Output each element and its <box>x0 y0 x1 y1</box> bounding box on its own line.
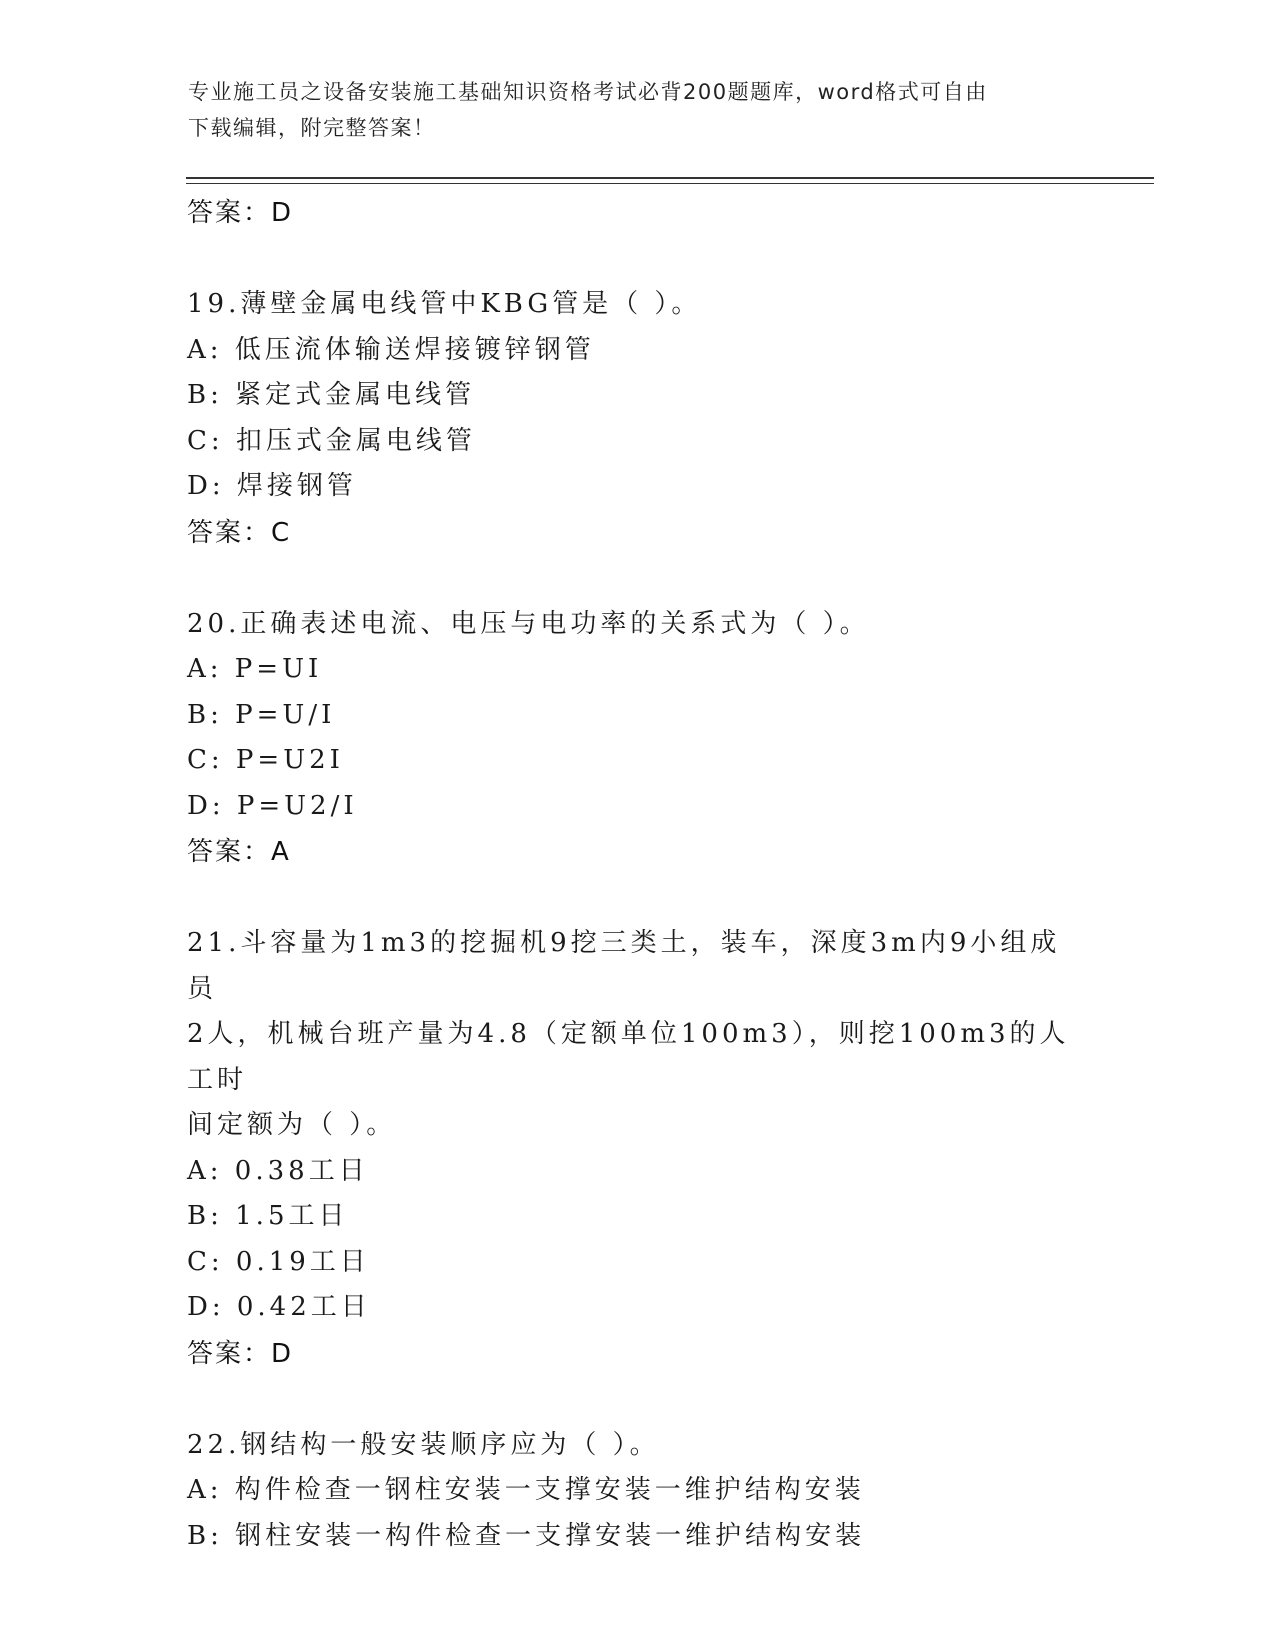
question-19-option-c: C: 扣压式金属电线管 <box>187 425 476 456</box>
question-21-line-1: 21.斗容量为1m3的挖掘机9挖三类土，装车，深度3m内9小组成员 <box>187 928 1061 1004</box>
spacer <box>187 875 1087 921</box>
header-line-1: 专业施工员之设备安装施工基础知识资格考试必背200题题库，word格式可自由 <box>188 80 988 104</box>
question-19-option-b: B: 紧定式金属电线管 <box>187 380 476 410</box>
question-20-option-a: A: P=UI <box>187 654 323 684</box>
question-20-option-c: C: P=U2I <box>187 745 344 775</box>
question-19-option-a: A: 低压流体输送焊接镀锌钢管 <box>187 334 595 365</box>
question-21-line-2: 2人，机械台班产量为4.8（定额单位100m3），则挖100m3的人工时 <box>187 1019 1070 1095</box>
question-22 <box>187 1423 1087 1560</box>
question-19-option-d: D: 焊接钢管 <box>187 471 357 501</box>
question-21-option-c: C: 0.19工日 <box>187 1246 370 1277</box>
question-21 <box>187 921 1087 1377</box>
question-20 <box>187 602 1087 876</box>
header-divider-thin <box>186 183 1154 184</box>
spacer <box>187 556 1087 602</box>
question-19 <box>187 282 1087 556</box>
question-21-option-d: D: 0.42工日 <box>187 1292 371 1322</box>
answer-q21: 答案：D <box>187 1338 294 1369</box>
question-20-text: 20.正确表述电流、电压与电功率的关系式为（ ）。 <box>187 608 870 639</box>
spacer <box>187 1377 1087 1423</box>
document-header <box>188 74 1068 146</box>
answer-q18: 答案：D <box>187 198 294 228</box>
question-22-text: 22.钢结构一般安装顺序应为（ ）。 <box>187 1429 660 1460</box>
answer-q20: 答案：A <box>187 837 291 867</box>
question-19-text: 19.薄壁金属电线管中KBG管是（ ）。 <box>187 289 702 319</box>
question-21-line-3: 间定额为（ ）。 <box>187 1110 397 1140</box>
header-divider-thick <box>186 177 1154 179</box>
question-22-option-b: B: 钢柱安装一构件检查一支撑安装一维护结构安装 <box>187 1520 866 1551</box>
question-20-option-d: D: P=U2/I <box>187 790 358 821</box>
header-line-2: 下载编辑，附完整答案！ <box>188 116 436 140</box>
question-21-option-a: A: 0.38工日 <box>187 1155 369 1186</box>
question-22-option-a: A: 构件检查一钢柱安装一支撑安装一维护结构安装 <box>187 1475 865 1505</box>
question-21-option-b: B: 1.5工日 <box>187 1201 349 1231</box>
question-20-option-b: B: P=U/I <box>187 699 336 730</box>
answer-q19: 答案：C <box>187 517 292 548</box>
question-list <box>187 190 1087 1559</box>
spacer <box>187 236 1087 282</box>
